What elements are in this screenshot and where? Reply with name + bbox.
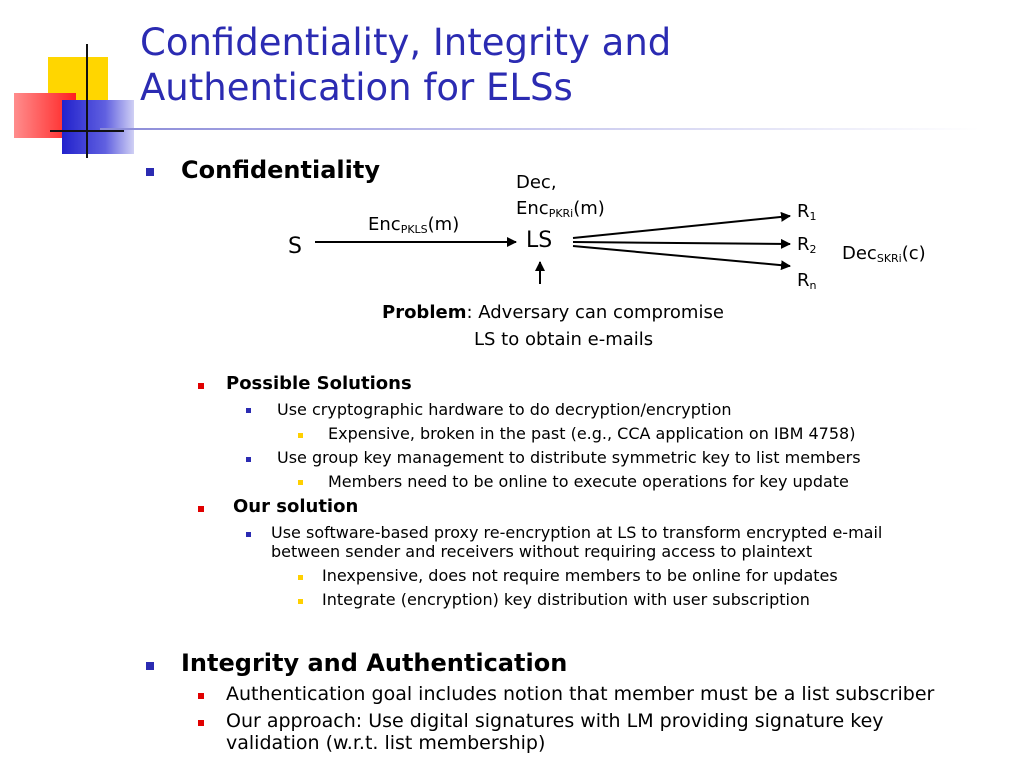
sender-label: S xyxy=(288,234,302,259)
our-subitem-2: Integrate (encryption) key distribution with user subscription xyxy=(322,590,810,609)
bullet-our-solution xyxy=(198,506,204,512)
ls-dec-label: Dec, xyxy=(516,172,557,193)
our-solution-heading: Our solution xyxy=(233,496,359,517)
bullet-possible-item-1 xyxy=(246,408,251,413)
our-subitem-1: Inexpensive, does not require members to be online for updates xyxy=(322,566,838,585)
arrow-ls-to-r1 xyxy=(573,216,790,238)
possible-solutions-heading: Possible Solutions xyxy=(226,373,412,394)
bullet-possible-item-2 xyxy=(298,433,303,438)
possible-item-4: Members need to be online to execute operations for key update xyxy=(328,472,849,491)
ls-enc-arg: (m) xyxy=(573,198,605,219)
r2-sub: 2 xyxy=(809,243,817,256)
slide-title-line2: Authentication for ELSs xyxy=(140,66,573,109)
dec-skri-label xyxy=(842,243,926,265)
bullet-integrity xyxy=(146,662,154,670)
ls-enc-sub: PKRi xyxy=(548,207,574,220)
bullet-integrity-item-2 xyxy=(198,720,204,726)
bullet-our-item xyxy=(246,532,251,537)
our-item-line2: between sender and receivers without requiring access to plaintext xyxy=(271,542,813,561)
bullet-our-subitem-1 xyxy=(298,575,303,580)
r2-main: R xyxy=(797,234,810,255)
dec-skri-sub: SKRi xyxy=(876,252,902,265)
confidentiality-heading: Confidentiality xyxy=(181,156,380,184)
possible-item-1: Use cryptographic hardware to do decryption/encryption xyxy=(277,400,732,419)
bullet-possible-item-4 xyxy=(298,480,303,485)
recipient-rn xyxy=(797,270,817,292)
problem-rest: : Adversary can compromise xyxy=(466,302,724,323)
list-server-label: LS xyxy=(526,228,553,253)
bullet-integrity-item-1 xyxy=(198,693,204,699)
rn-sub: n xyxy=(809,279,817,292)
problem-bold: Problem xyxy=(382,302,467,323)
arrow-ls-to-rn xyxy=(573,246,790,266)
ls-enc-label xyxy=(516,198,605,220)
recipient-r2 xyxy=(797,234,817,256)
integrity-item-2-line1: Our approach: Use digital signatures with LM providing signature key xyxy=(226,710,884,732)
enc-pkls-label xyxy=(368,214,459,236)
possible-item-2: Expensive, broken in the past (e.g., CCA application on IBM 4758) xyxy=(328,424,856,443)
integrity-item-2-line2: validation (w.r.t. list membership) xyxy=(226,732,546,754)
bullet-possible-solutions xyxy=(198,383,204,389)
problem-line1 xyxy=(382,302,724,323)
ls-enc-main: Enc xyxy=(516,198,549,219)
r1-sub: 1 xyxy=(809,210,817,223)
enc-pkls-sub: PKLS xyxy=(400,223,428,236)
slide-title-line1: Confidentiality, Integrity and xyxy=(140,21,672,64)
our-item-line1: Use software-based proxy re-encryption at LS to transform encrypted e-mail xyxy=(271,523,883,542)
bullet-possible-item-3 xyxy=(246,457,251,462)
dec-skri-arg: (c) xyxy=(901,243,926,264)
arrow-ls-to-r2 xyxy=(573,242,790,244)
integrity-item-1: Authentication goal includes notion that member must be a list subscriber xyxy=(226,683,935,705)
r1-main: R xyxy=(797,201,810,222)
recipient-r1 xyxy=(797,201,817,223)
enc-pkls-arg: (m) xyxy=(427,214,460,235)
dec-skri-main: Dec xyxy=(842,243,877,264)
rn-main: R xyxy=(797,270,810,291)
integrity-heading: Integrity and Authentication xyxy=(181,649,568,677)
problem-line2: LS to obtain e-mails xyxy=(474,329,654,350)
bullet-our-subitem-2 xyxy=(298,599,303,604)
enc-pkls-main: Enc xyxy=(368,214,401,235)
possible-item-3: Use group key management to distribute symmetric key to list members xyxy=(277,448,861,467)
